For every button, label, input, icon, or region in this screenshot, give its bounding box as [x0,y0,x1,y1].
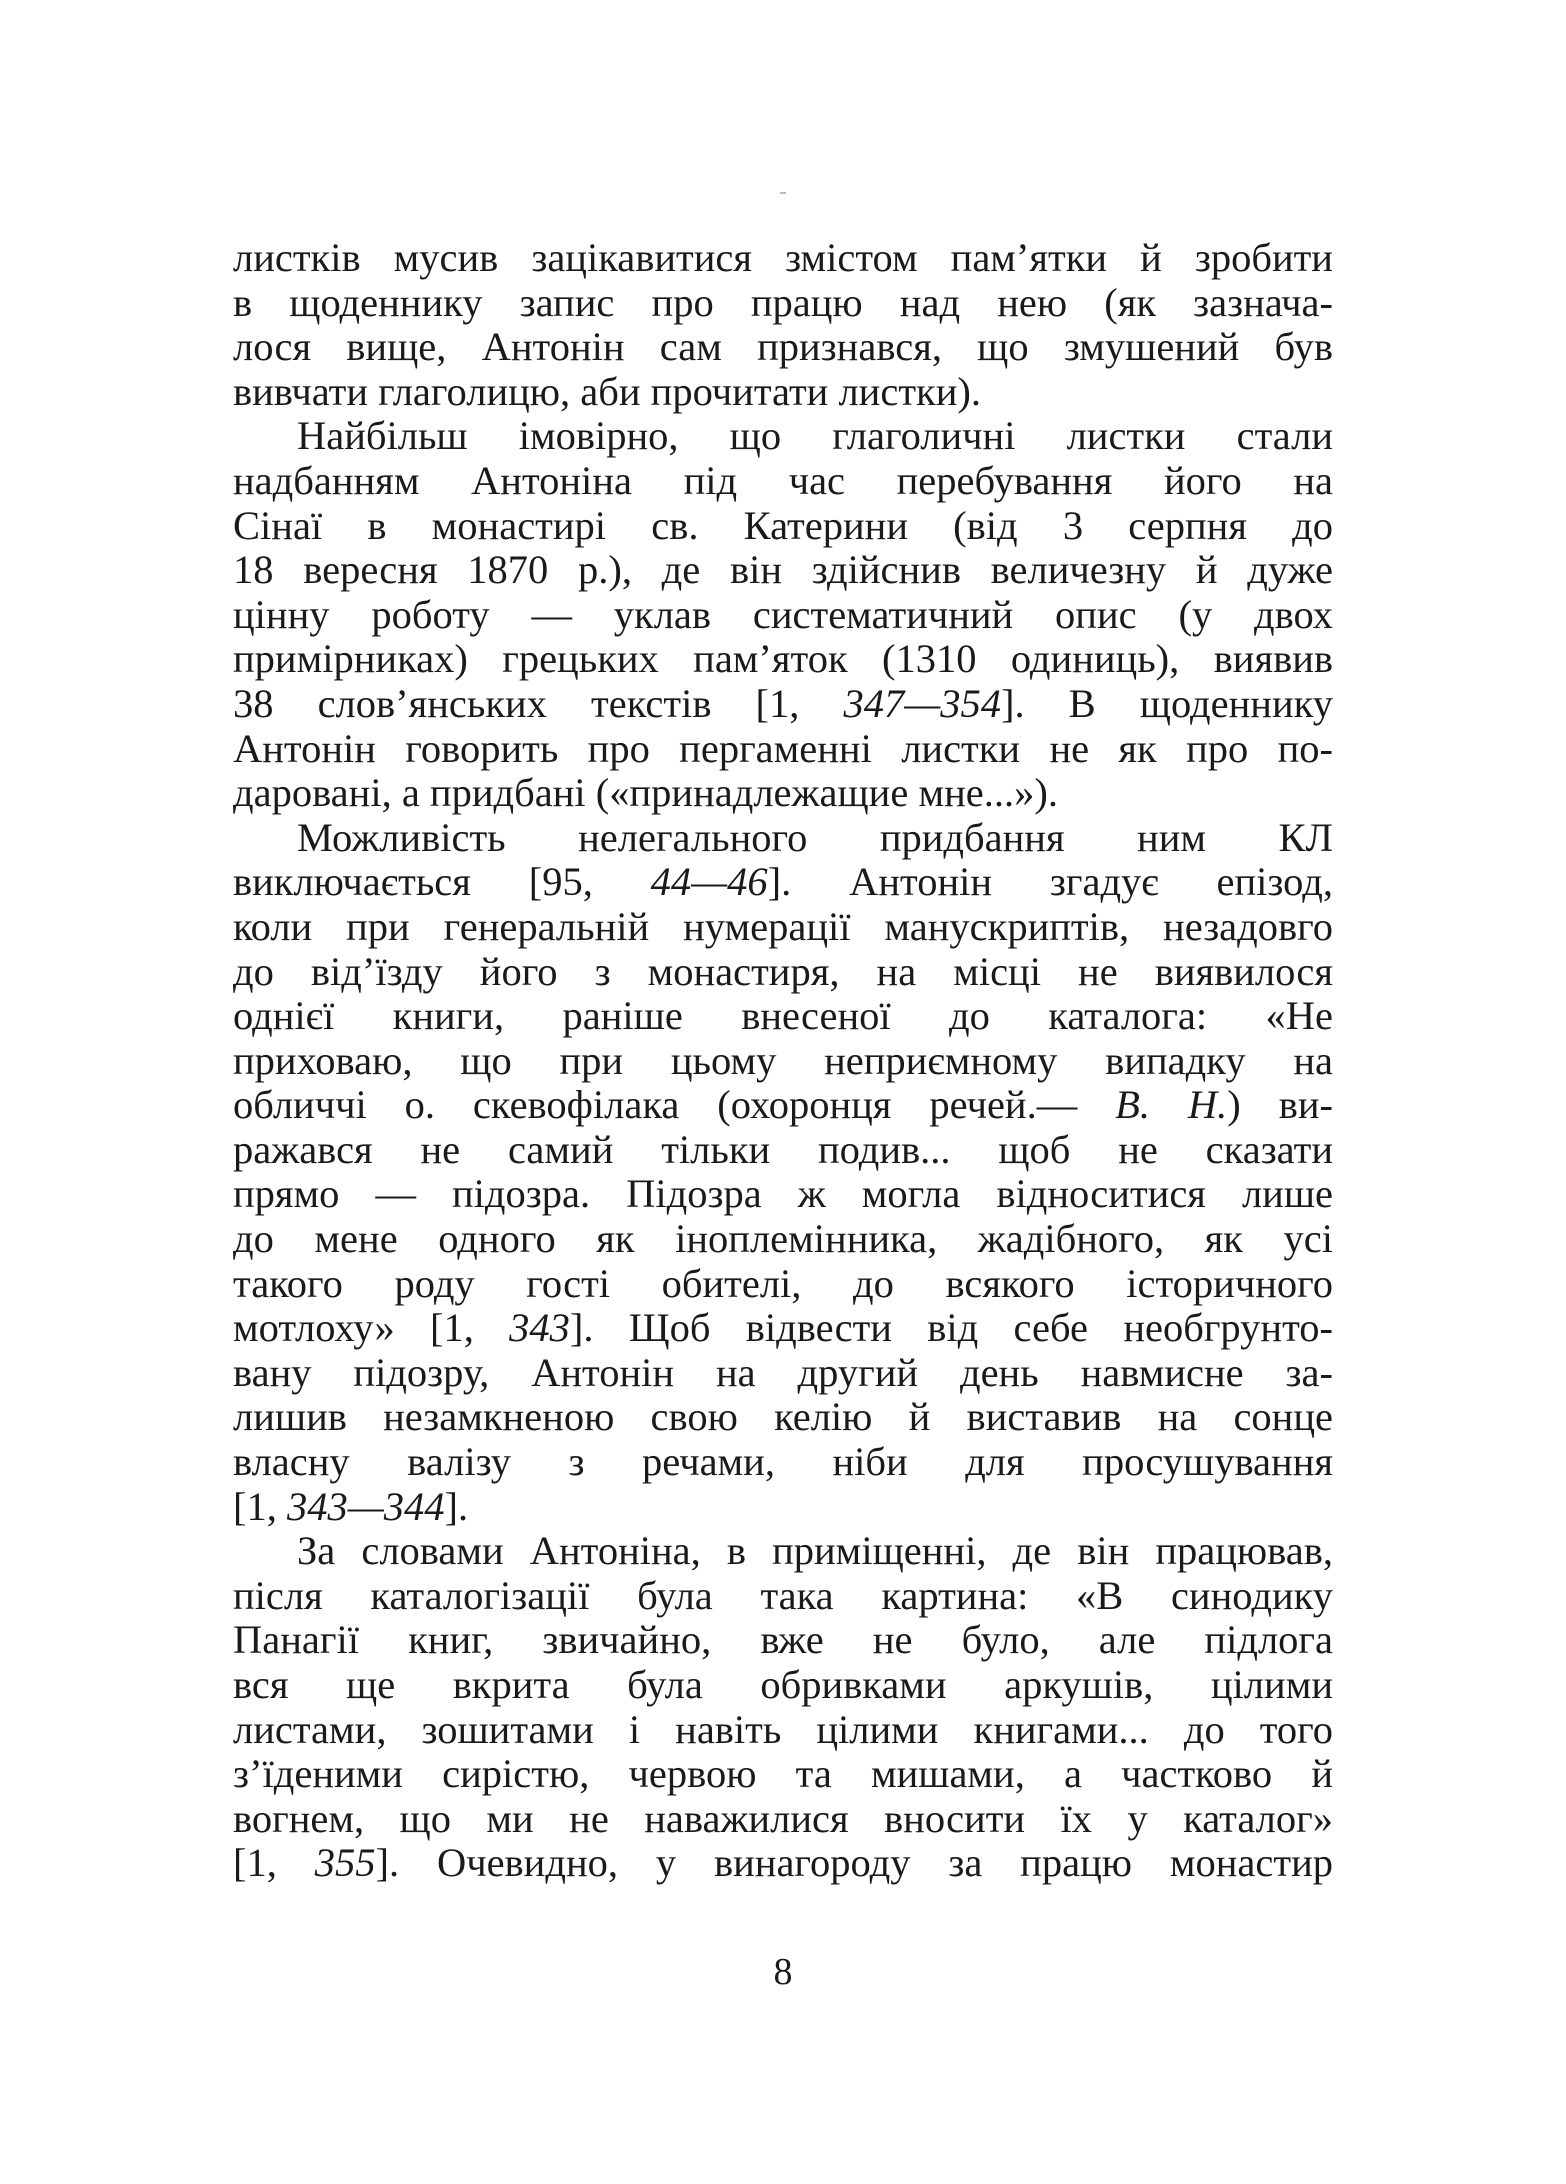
text-line: такого роду гості обителі, до всякого історичного [233,1260,1333,1306]
text-line: лося вище, Антонін сам признався, що змушений був [233,324,1333,370]
text-line: в щоденнику запис про працю над нею (як зазнача- [233,279,1333,325]
page-number: 8 [773,1951,793,1993]
text-line: вивчати глаголицю, аби прочитати листки). [233,368,981,414]
text-line: виключається [95, 44—46]. Антонін згадує епізод, [233,859,1333,905]
paragraph [233,816,1333,1530]
text-line: власну валізу з речами, ніби для просушування [233,1439,1333,1485]
scan-speck [780,192,786,194]
text-line: 18 вересня 1870 р.), де він здійснив величезну й дуже [233,547,1333,593]
text-line: листами, зошитами і навіть цілими книгами... до того [233,1706,1333,1752]
text-line: після каталогізації була така картина: «В синодику [233,1572,1333,1618]
text-line: до мене одного як іноплемінника, жадібного, як усі [233,1216,1333,1262]
text-line: вогнем, що ми не наважилися вносити їх у каталог» [233,1795,1333,1841]
text-line: [1, 355]. Очевидно, у винагороду за працю монастир [233,1840,1333,1886]
text-line: Можливість нелегального придбання ним КЛ [297,814,1333,860]
paragraph [233,414,1333,815]
body-text [233,236,1333,1886]
text-line: лишив незамкненою свою келію й виставив на сонце [233,1394,1333,1440]
text-line: Найбільш імовірно, що глаголичні листки стали [297,413,1333,459]
paragraph [233,1529,1333,1886]
text-line: даровані, а придбані («принадлежащие мне...»). [233,770,1058,816]
text-line: Антонін говорить про пергаменні листки не як про по- [233,725,1333,771]
text-line: Сінаї в монастирі св. Катерини (від 3 серпня до [233,502,1333,548]
text-line: до від’їзду його з монастиря, на місці не виявилося [233,948,1333,994]
text-line: приховаю, що при цьому неприємному випадку на [233,1037,1333,1083]
text-line: Панагії книг, звичайно, вже не було, але підлога [233,1617,1333,1663]
text-line: вся ще вкрита була обривками аркушів, цілими [233,1662,1333,1707]
text-line: з’їденими сирістю, червою та мишами, а частково й [233,1751,1333,1797]
text-line: [1, 343—344]. [233,1483,469,1529]
text-line: однієї книги, раніше внесеної до каталога: «Не [233,993,1333,1039]
text-line: вану підозру, Антонін на другий день навмисне за- [233,1349,1333,1395]
text-line: коли при генеральній нумерації манускриптів, незадовго [233,903,1333,949]
paragraph [233,236,1333,414]
text-line: листків мусив зацікавитися змістом пам’ятки й зробити [233,235,1333,280]
text-line: За словами Антоніна, в приміщенні, де він працював, [297,1528,1333,1574]
text-line: 38 слов’янських текстів [1, 347—354]. В щоденнику [233,680,1333,726]
text-line: цінну роботу — уклав систематичний опис (у двох [233,591,1333,637]
text-line: обличчі о. скевофілака (охоронця речей.— В. Н.) ви- [233,1082,1333,1128]
text-line: ражався не самий тільки подив... щоб не сказати [233,1126,1333,1172]
text-line: надбанням Антоніна під час перебування його на [233,457,1333,503]
text-line: прямо — підозра. Підозра ж могла відноситися лише [233,1171,1333,1217]
text-line: мотлоху» [1, 343]. Щоб відвести від себе необгрунто- [233,1305,1333,1351]
text-line: примірниках) грецьких пам’яток (1310 одиниць), виявив [233,636,1333,682]
